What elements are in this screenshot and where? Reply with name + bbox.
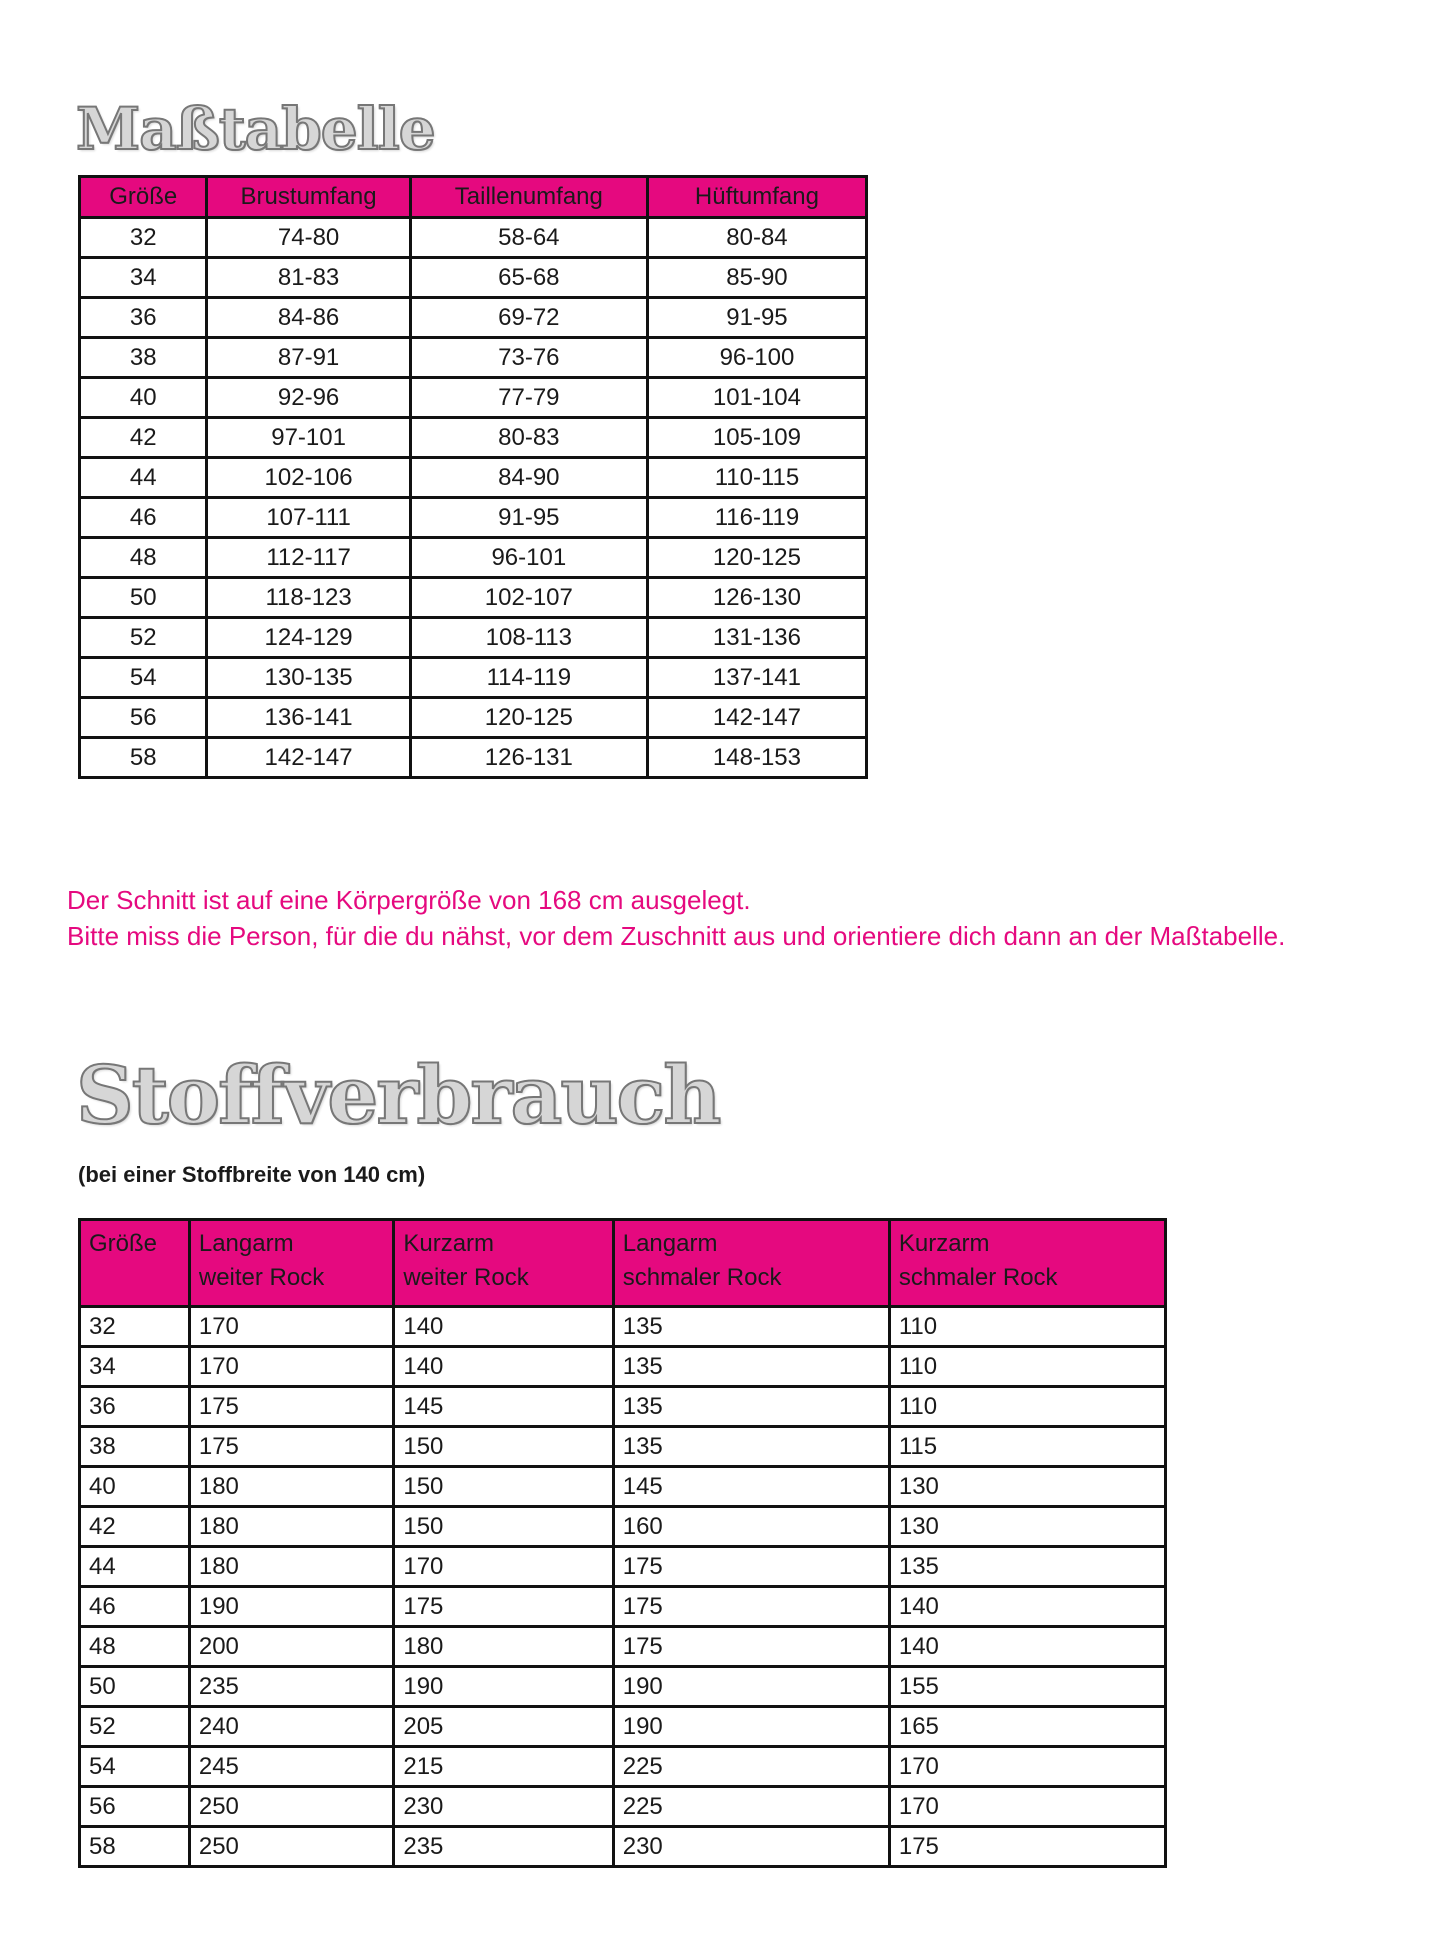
fabric-table-row [80,1307,1166,1347]
fabric-table-cell: 175 [189,1427,393,1467]
measure-table-cell: 148-153 [647,738,866,778]
fabric-table-cell: 36 [80,1387,190,1427]
fabric-table-cell: 175 [189,1387,393,1427]
fabric-table-cell: 150 [394,1427,613,1467]
fabric-table-cell: 170 [189,1347,393,1387]
fabric-table-cell: 235 [394,1827,613,1867]
fabric-table-cell: 44 [80,1547,190,1587]
fabric-table-cell: 58 [80,1827,190,1867]
fabric-table-cell: 250 [189,1827,393,1867]
fabric-table-cell: 175 [613,1587,889,1627]
fabric-table-cell: 130 [889,1467,1165,1507]
fabric-table-cell: 175 [394,1587,613,1627]
measure-table-cell: 105-109 [647,418,866,458]
measure-table-cell: 97-101 [207,418,410,458]
fabric-table-cell: 170 [189,1307,393,1347]
fabric-table-header [80,1220,1166,1307]
measure-table-cell: 34 [80,258,207,298]
measure-table-cell: 87-91 [207,338,410,378]
measure-table-cell: 96-100 [647,338,866,378]
measure-table-cell: 110-115 [647,458,866,498]
fabric-table-cell: 110 [889,1387,1165,1427]
fabric-table-cell: 48 [80,1627,190,1667]
measure-table-cell: 77-79 [410,378,647,418]
measure-table-cell: 101-104 [647,378,866,418]
measure-table-row [80,538,867,578]
measure-table-cell: 80-84 [647,218,866,258]
measure-table-cell: 85-90 [647,258,866,298]
measure-table-cell: 124-129 [207,618,410,658]
measure-table-cell: 74-80 [207,218,410,258]
fabric-table-row [80,1507,1166,1547]
fabric-table-cell: 190 [613,1667,889,1707]
fabric-table-cell: 140 [889,1587,1165,1627]
fabric-table-cell: 170 [889,1787,1165,1827]
measure-table-row [80,738,867,778]
measure-table-body [80,218,867,778]
fabric-table-cell: 135 [889,1547,1165,1587]
fabric-table-cell: 52 [80,1707,190,1747]
fabric-header-line: Langarm [198,1230,294,1257]
measure-table-cell: 130-135 [207,658,410,698]
measure-table [78,175,868,779]
fabric-table-cell: 190 [613,1707,889,1747]
measure-table-cell: 116-119 [647,498,866,538]
fabric-table-cell: 230 [613,1827,889,1867]
fabric-table-cell: 180 [189,1467,393,1507]
fabric-table-cell: 190 [394,1667,613,1707]
measure-table-cell: 142-147 [647,698,866,738]
measure-table-cell: 36 [80,298,207,338]
measure-table-cell: 42 [80,418,207,458]
fabric-table-title: Stoffverbrauch [76,1048,720,1142]
fabric-header-line: Kurzarm [403,1230,495,1257]
measure-table-cell: 118-123 [207,578,410,618]
fabric-table-row [80,1387,1166,1427]
measure-table-cell: 114-119 [410,658,647,698]
measure-table-row [80,658,867,698]
fabric-table-cell: 235 [189,1667,393,1707]
measure-table-cell: 58 [80,738,207,778]
measure-table-cell: 136-141 [207,698,410,738]
measure-table-cell: 126-131 [410,738,647,778]
measure-table-cell: 112-117 [207,538,410,578]
fabric-table-cell: 145 [394,1387,613,1427]
measure-table-cell: 96-101 [410,538,647,578]
measure-table-row [80,418,867,458]
fabric-table-cell: 130 [889,1507,1165,1547]
fabric-table-cell: 140 [394,1347,613,1387]
fabric-table-cell: 180 [189,1507,393,1547]
fabric-header-cell [889,1220,1165,1307]
measure-table-cell: 52 [80,618,207,658]
fabric-header-line: Größe [89,1230,158,1257]
measure-table-row [80,338,867,378]
measure-table-cell: 56 [80,698,207,738]
body-height-note: Der Schnitt ist auf eine Körpergröße von 168 cm ausgelegt. [67,885,751,915]
measure-table-cell: 46 [80,498,207,538]
fabric-header-line: Langarm [622,1230,718,1257]
measure-table-row [80,498,867,538]
fabric-table-cell: 50 [80,1667,190,1707]
measure-table-row [80,218,867,258]
fabric-table-cell: 200 [189,1627,393,1667]
fabric-header-cell [394,1220,613,1307]
measure-table-row [80,458,867,498]
measure-table-cell: 80-83 [410,418,647,458]
fabric-table-row [80,1787,1166,1827]
fabric-table-cell: 150 [394,1507,613,1547]
fabric-table-cell: 38 [80,1427,190,1467]
measure-table-cell: 102-107 [410,578,647,618]
fabric-table-cell: 32 [80,1307,190,1347]
measure-header-cell: Hüftumfang [647,177,866,218]
measure-table-cell: 102-106 [207,458,410,498]
fabric-table-cell: 215 [394,1747,613,1787]
measure-table-cell: 73-76 [410,338,647,378]
fabric-table-cell: 135 [613,1387,889,1427]
measure-table-cell: 32 [80,218,207,258]
fabric-table-cell: 170 [394,1547,613,1587]
fabric-table-cell: 175 [613,1547,889,1587]
fabric-table [78,1218,1167,1868]
fabric-table-cell: 135 [613,1427,889,1467]
fabric-table-cell: 54 [80,1747,190,1787]
fabric-table-cell: 165 [889,1707,1165,1747]
measure-table-header [80,177,867,218]
measure-table-cell: 81-83 [207,258,410,298]
measure-table-cell: 58-64 [410,218,647,258]
fabric-header-line: weiter Rock [403,1264,529,1291]
fabric-table-cell: 225 [613,1747,889,1787]
measure-table-cell: 107-111 [207,498,410,538]
fabric-table-cell: 175 [613,1627,889,1667]
measure-table-row [80,378,867,418]
fabric-header-line: schmaler Rock [898,1264,1058,1291]
fabric-table-row [80,1707,1166,1747]
fabric-width-note: (bei einer Stoffbreite von 140 cm) [78,1162,426,1187]
fabric-table-cell: 135 [613,1347,889,1387]
fabric-table-cell: 180 [189,1547,393,1587]
fabric-table-cell: 135 [613,1307,889,1347]
fabric-table-cell: 56 [80,1787,190,1827]
measure-table-cell: 54 [80,658,207,698]
measure-table-cell: 91-95 [647,298,866,338]
fabric-table-cell: 225 [613,1787,889,1827]
fabric-table-cell: 230 [394,1787,613,1827]
measure-table-cell: 120-125 [410,698,647,738]
fabric-table-row [80,1467,1166,1507]
fabric-header-cell [80,1220,190,1307]
measure-table-cell: 84-90 [410,458,647,498]
fabric-table-cell: 115 [889,1427,1165,1467]
measure-table-cell: 108-113 [410,618,647,658]
fabric-table-row [80,1587,1166,1627]
fabric-table-cell: 155 [889,1667,1165,1707]
measure-table-cell: 48 [80,538,207,578]
fabric-table-cell: 140 [889,1627,1165,1667]
measure-table-cell: 40 [80,378,207,418]
fabric-table-cell: 110 [889,1347,1165,1387]
fabric-table-cell: 245 [189,1747,393,1787]
measure-table-cell: 50 [80,578,207,618]
fabric-table-cell: 42 [80,1507,190,1547]
measure-table-row [80,258,867,298]
measure-table-cell: 142-147 [207,738,410,778]
measure-table-row [80,578,867,618]
fabric-table-cell: 250 [189,1787,393,1827]
fabric-table-cell: 160 [613,1507,889,1547]
fabric-header-line: Kurzarm [898,1230,990,1257]
fabric-header-cell [189,1220,393,1307]
measure-table-cell: 44 [80,458,207,498]
measure-header-cell: Brustumfang [207,177,410,218]
fabric-table-cell: 46 [80,1587,190,1627]
measure-table-cell: 91-95 [410,498,647,538]
measure-table-cell: 65-68 [410,258,647,298]
fabric-table-cell: 205 [394,1707,613,1747]
measure-table-row [80,618,867,658]
measure-table-cell: 92-96 [207,378,410,418]
fabric-table-cell: 145 [613,1467,889,1507]
fabric-table-cell: 175 [889,1827,1165,1867]
fabric-header-line: schmaler Rock [622,1264,782,1291]
fabric-table-row [80,1627,1166,1667]
fabric-table-row [80,1667,1166,1707]
fabric-table-row [80,1347,1166,1387]
fabric-table-row [80,1827,1166,1867]
measure-table-row [80,298,867,338]
fabric-table-row [80,1747,1166,1787]
measure-table-row [80,698,867,738]
measure-table-cell: 137-141 [647,658,866,698]
fabric-table-cell: 190 [189,1587,393,1627]
measuring-instruction-note: Bitte miss die Person, für die du nähst, vor dem Zuschnitt aus und orientiere dich dann an der Maßtabelle. [67,921,1286,951]
fabric-table-row [80,1427,1166,1467]
measure-table-cell: 69-72 [410,298,647,338]
fabric-table-cell: 140 [394,1307,613,1347]
measure-table-cell: 120-125 [647,538,866,578]
fabric-table-cell: 170 [889,1747,1165,1787]
measure-table-cell: 84-86 [207,298,410,338]
fabric-table-cell: 180 [394,1627,613,1667]
measure-table-title: Maßtabelle [76,95,435,163]
fabric-table-cell: 34 [80,1347,190,1387]
fabric-table-cell: 40 [80,1467,190,1507]
fabric-table-row [80,1547,1166,1587]
fabric-table-cell: 240 [189,1707,393,1747]
fabric-header-cell [613,1220,889,1307]
measure-table-cell: 126-130 [647,578,866,618]
measure-table-cell: 131-136 [647,618,866,658]
fabric-header-line: weiter Rock [198,1264,325,1291]
measure-table-cell: 38 [80,338,207,378]
fabric-table-cell: 150 [394,1467,613,1507]
fabric-table-cell: 110 [889,1307,1165,1347]
fabric-table-body [80,1307,1166,1867]
measure-header-cell: Größe [80,177,207,218]
measure-header-cell: Taillenumfang [410,177,647,218]
